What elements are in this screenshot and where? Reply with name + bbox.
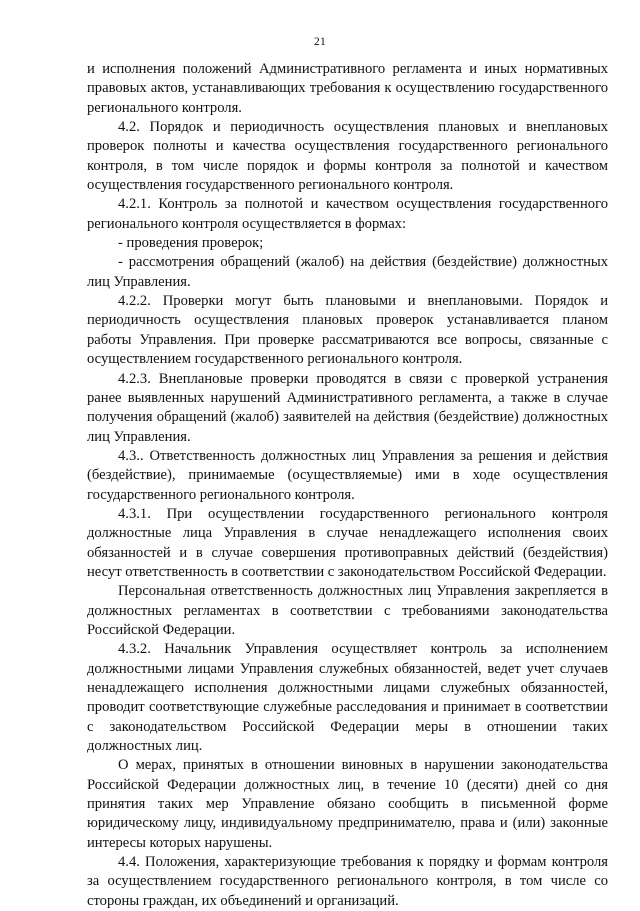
paragraph-4-3-1: 4.3.1. При осуществлении государственного регионального контроля должностные лица Управления в случае ненадлежащего исполнения своих обязанностей и в случае совершения противоправных действий (бездействия) несут ответственность в соответствии с законодательством Российской Федерации.: [87, 505, 608, 580]
paragraph-4-2-3: 4.2.3. Внеплановые проверки проводятся в связи с проверкой устранения ранее выявленных нарушений Административного регламента, а также в случае получения обращений (жалоб) заявителей на действия (бездействие) должностных лиц Управления.: [87, 370, 608, 445]
paragraph-4-3: 4.3.. Ответственность должностных лиц Управления за решения и действия (бездействие), принимаемые (осуществляемые) ими в ходе осуществления государственного регионального контроля.: [87, 447, 608, 503]
list-item-complaints: - рассмотрения обращений (жалоб) на действия (бездействие) должностных лиц Управления.: [87, 254, 608, 290]
page-number: 21: [314, 36, 326, 48]
list-item-inspections: - проведения проверок;: [118, 235, 264, 252]
paragraph-4-2: 4.2. Порядок и периодичность осуществления плановых и внеплановых проверок полноты и качества осуществления государственного регионального контроля, в том числе порядок и формы контроля за полнотой и качеством осуществления государственного регионального контроля.: [87, 119, 608, 194]
paragraph-4-3-2: 4.3.2. Начальник Управления осуществляет контроль за исполнением должностными лицами Управления служебных обязанностей, ведет учет случаев ненадлежащего исполнения должностными лицами служебных обязанностей, проводит соответствующие служебные расследования и принимает в соответствии с законодательством Российской Федерации меры в отношении таких должностных лиц.: [87, 641, 608, 755]
paragraph-4-2-2: 4.2.2. Проверки могут быть плановыми и внеплановыми. Порядок и периодичность осуществления плановых проверок устанавливается планом работы Управления. При проверке рассматриваются все вопросы, связанные с осуществлением государственного регионального контроля.: [87, 293, 608, 368]
paragraph-continuation: и исполнения положений Административного регламента и иных нормативных правовых актов, устанавливающих требования к осуществлению государственного регионального контроля.: [87, 61, 608, 116]
document-body: [87, 60, 608, 911]
paragraph-personal-responsibility: Персональная ответственность должностных лиц Управления закрепляется в должностных регламентах в соответствии с требованиями законодательства Российской Федерации.: [87, 583, 608, 638]
paragraph-4-2-1: 4.2.1. Контроль за полнотой и качеством осуществления государственного регионального контроля осуществляется в формах:: [87, 196, 608, 232]
paragraph-measures: О мерах, принятых в отношении виновных в нарушении законодательства Российской Федерации должностных лиц, в течение 10 (десяти) дней со дня принятия таких мер Управление обязано сообщить в письменной форме юридическому лицу, индивидуальному предпринимателю, права и (или) законные интересы которых нарушены.: [87, 757, 608, 851]
paragraph-4-4: 4.4. Положения, характеризующие требования к порядку и формам контроля за осуществлением государственного регионального контроля, в том числе со стороны граждан, их объединений и организаций.: [87, 854, 608, 909]
